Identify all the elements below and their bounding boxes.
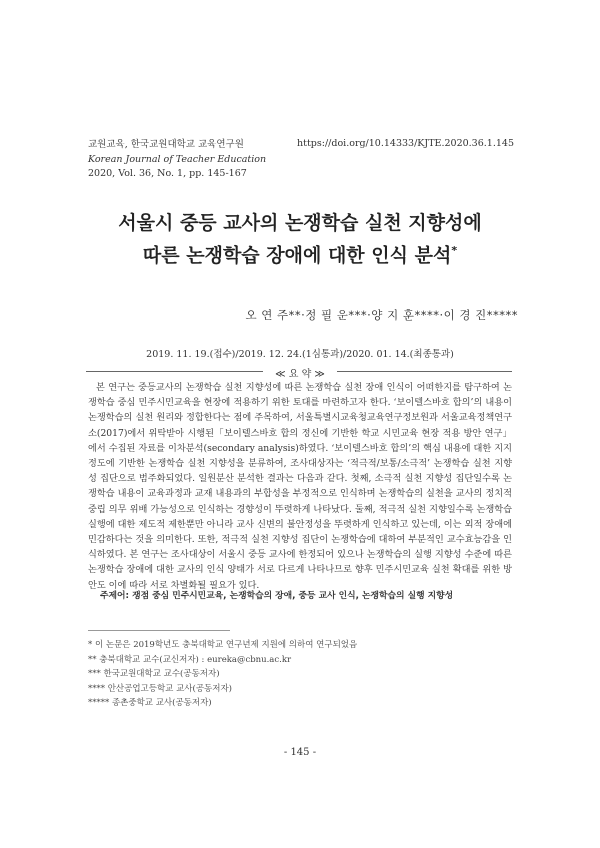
keywords: 주제어: 쟁점 중심 민주시민교육, 논쟁학습의 장애, 중등 교사 인식, 논쟁학습의 실행 지향성 [100,591,454,601]
abstract-body: 본 연구는 중등교사의 논쟁학습 실천 지향성에 따른 논쟁학습 실천 장애 인식이 어떠한지를 탐구하여 논쟁학습 중심 민주시민교육을 현장에 적용하기 위한 토대를 마련하고자 한다. ‘보이텔스바흐 합의’의 내용이 논쟁학습의 실천 원리와 정합한다는 점에 주목하여, 서울특별시교육청교육연구정보원과 서울교육정책연구소(2017)에서 위탁받아 시행된「보이텔스바흐 합의 정신에 기반한 학교 시민교육 현장 적용 방안 연구」에서 수집된 자료를 이차분석(secondary analysis)하였다. ‘보이텔스바흐 합의’의 핵심 내용에 대한 지지 정도에 기반한 논쟁학습 실천 지향성을 분류하여, 조사대상자는 ‘적극적/보통/소극적’ 논쟁학습 실천 지향성 집단으로 범주화되었다. 일원분산 분석한 결과는 다음과 같다. 첫째, 소극적 실천 지향성 집단일수록 논쟁학습 내용이 교육과정과 교재 내용과의 부합성을 부정적으로 인식하며 논쟁학습의 실천을 교사의 정치적 중립 의무 위배 가능성으로 인식하는 경향성이 뚜렷하게 나타났다. 둘째, 적극적 실천 지향일수록 논쟁학습 실행에 대한 제도적 제한뿐만 아니라 교사 신변의 불안정성을 뚜렷하게 인식하고 있는데, 이는 외적 장애에 민감하다는 것을 의미한다. 또한, 적극적 실천 지향성 집단이 논쟁학습에 대하여 부분적인 교수효능감을 인식하였다. 본 연구는 조사대상이 서울시 중등 교사에 한정되어 있으나 논쟁학습의 실행 지향성 수준에 따른 논쟁학습 장애에 대한 교사의 인식 양태가 서로 다르게 나타나므로 향후 민주시민교육 실천 확대를 위한 방안도 이에 따라 서로 차별화될 필요가 있다. [88,382,512,591]
footnote-coauthor-1: *** 한국교원대학교 교수(공동저자) [88,669,220,679]
abstract-label: ≪ 요 약 ≫ [263,365,337,380]
submission-dates: 2019. 11. 19.(접수)/2019. 12. 24.(1심통과)/2020. 01. 14.(최종통과) [146,349,454,360]
footnote-corresponding-author: ** 충북대학교 교수(교신저자) : eureka@cbnu.ac.kr [88,654,292,665]
footnote-coauthor-3: ***** 종촌중학교 교사(공동저자) [88,698,212,708]
journal-volume: 2020, Vol. 36, No. 1, pp. 145-167 [88,168,247,179]
author-list: 오 연 주**·정 필 운***·양 지 훈****·이 경 진***** [245,308,518,322]
footnotes [88,638,357,711]
page-number: - 145 - [283,747,317,758]
doi-link[interactable]: https://doi.org/10.14333/KJTE.2020.36.1.145 [297,138,514,149]
footnote-coauthor-2: **** 안산공업고등학교 교사(공동저자) [88,683,232,694]
journal-publisher: 교원교육, 한국교원대학교 교육연구원 [88,139,244,150]
paper-title [60,210,540,269]
journal-header [88,138,266,182]
footnote-funding: * 이 논문은 2019학년도 충북대학교 연구년제 지원에 의하여 연구되었음 [88,640,358,650]
footnote-divider [88,630,230,631]
title-line-1: 서울시 중등 교사의 논쟁학습 실천 지향성에 [118,212,482,234]
title-line-2 [60,237,540,269]
title-line-2-text: 따른 논쟁학습 장애에 대한 인식 분석 [142,244,452,267]
journal-name: Korean Journal of Teacher Education [88,153,267,165]
title-footnote-mark: * [451,244,458,257]
